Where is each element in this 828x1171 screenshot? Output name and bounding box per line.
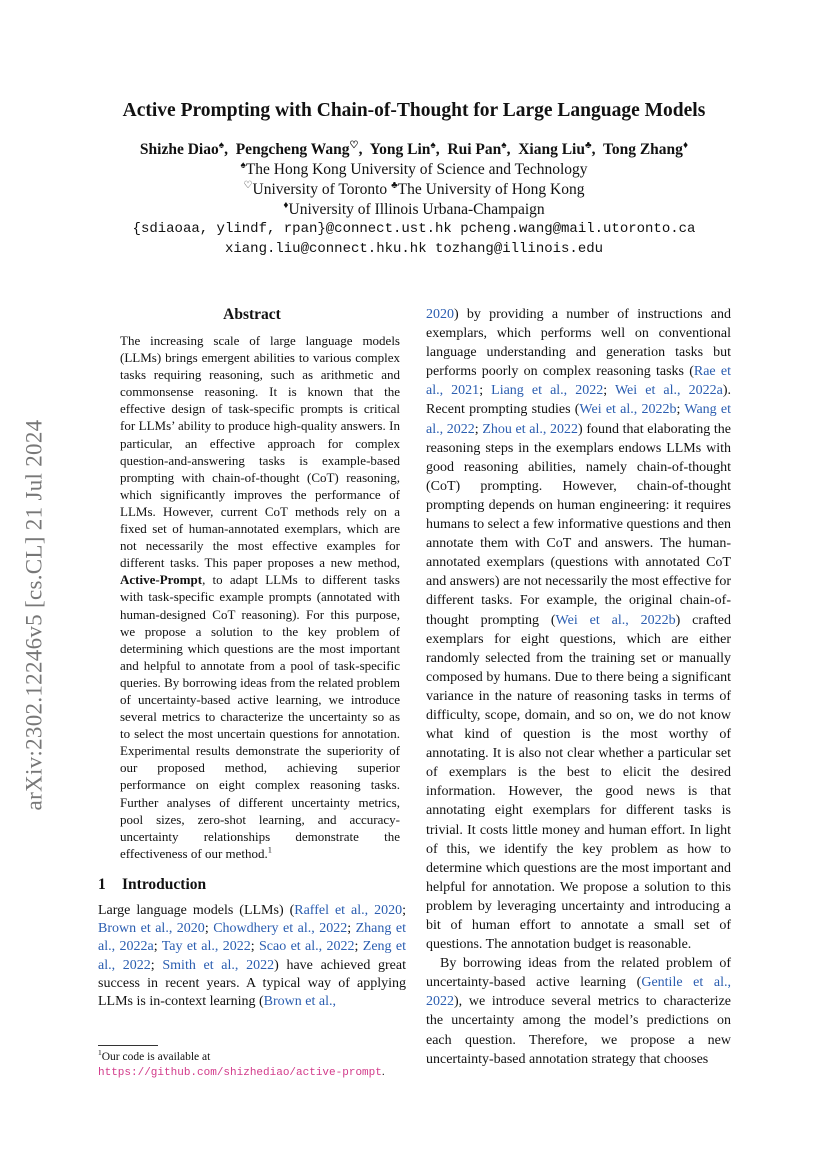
author-name: Yong Lin bbox=[369, 141, 431, 158]
author-list: Shizhe Diao♠, Pengcheng Wang♡, Yong Lin♠, Rui Pan♠, Xiang Liu♣, Tong Zhang♦ bbox=[139, 139, 689, 158]
author-emails bbox=[0, 219, 828, 259]
citation-link[interactable]: Raffel et al., 2020 bbox=[294, 902, 403, 918]
right-column bbox=[426, 305, 731, 1069]
citation-link[interactable]: Brown et al., 2020 bbox=[98, 921, 205, 937]
footnote-divider bbox=[98, 1045, 158, 1046]
affiliation-hkust: The Hong Kong University of Science and Technology bbox=[245, 161, 588, 178]
affiliation-mark: ♣ bbox=[391, 179, 398, 191]
footnote: $^1$Our code is available at https://github.com/shizhediao/active-prompt. bbox=[98, 1048, 385, 1079]
citation-link[interactable]: Smith et al., 2022 bbox=[162, 957, 275, 973]
section-number: 1 bbox=[98, 875, 106, 893]
author-name: Xiang Liu bbox=[518, 141, 585, 158]
abstract-heading: Abstract bbox=[223, 306, 281, 323]
paper-title: Active Prompting with Chain-of-Thought for Large Language Models bbox=[122, 100, 706, 121]
affiliations bbox=[0, 160, 828, 220]
affiliation-hku: The University of Hong Kong bbox=[397, 181, 585, 198]
footnote-marker: 1 bbox=[98, 1048, 102, 1058]
section-heading-introduction: 1 Introduction bbox=[98, 875, 207, 893]
affiliation-mark: ♦ bbox=[682, 139, 689, 151]
citation-link[interactable]: Wei et al., 2022b bbox=[555, 612, 676, 628]
author-name: Rui Pan bbox=[447, 141, 502, 158]
author-name: Tong Zhang bbox=[602, 141, 683, 158]
intro-paragraph: Large language models (LLMs) (Raffel et al., 2020; Brown et al., 2020; Chowdhery et al., 2022; Zhang et al., 2022a; Tay et al., 2022; Scao et al., 2022; Zeng et al., 2022; Smith et al., 2022) have achieved great success in recent years. A typical way of applying LLMs is in-context learning (Brown et al., bbox=[98, 902, 406, 1009]
abstract-text: The increasing scale of large language models (LLMs) brings emergent abilities to various complex tasks requiring reasoning, such as arithmetic and commonsense reasoning. It is known that the effective design of task-specific prompts is critical for LLMs’ ability to produce high-quality answers. In particular, an effective approach for complex question-and-answering tasks is example-based prompting with chain-of-thought (CoT) reasoning, which significantly improves the performance of LLMs. However, current CoT methods rely on a fixed set of human-annotated exemplars, which are not necessarily the most effective examples for different tasks. This paper proposes a new method, Active-Prompt, to adapt LLMs to different tasks with task-specific example prompts (annotated with human-designed CoT reasoning). For this purpose, we propose a solution to the key problem of determining which questions are the most important and helpful to annotate from a pool of task-specific queries. By borrowing ideas from the related problem of uncertainty-based active learning, we introduce several metrics to characterize the uncertainty so as to select the most uncertain questions for annotation. Experimental results demonstrate the superiority of our proposed method, achieving superior performance on eight complex reasoning tasks. Further analyses of different uncertainty metrics, pool sizes, zero-shot learning, and accuracy-uncertainty relationships demonstrate the effectiveness of our method.$^1$ bbox=[120, 333, 400, 861]
affiliation-mark: ♦ bbox=[283, 199, 289, 211]
citation-link[interactable]: Zhang et al., 2022a bbox=[98, 921, 406, 955]
code-url-link[interactable]: https://github.com/shizhediao/active-prompt bbox=[98, 1067, 382, 1079]
email-line: xiang.liu@connect.hku.hk tozhang@illinois.edu bbox=[224, 241, 604, 257]
email-line: {sdiaoaa, ylindf, rpan}@connect.ust.hk pcheng.wang@mail.utoronto.ca bbox=[132, 221, 696, 237]
affiliation-mark: ♠ bbox=[240, 159, 246, 171]
author-name: Pengcheng Wang bbox=[235, 141, 350, 158]
affiliation-mark: ♠ bbox=[430, 139, 436, 151]
affiliation-mark: ♡ bbox=[349, 139, 359, 151]
affiliation-uiuc: University of Illinois Urbana-Champaign bbox=[288, 201, 545, 218]
citation-link[interactable]: 2020 bbox=[426, 307, 454, 322]
citation-link[interactable]: Gentile et al., 2022 bbox=[426, 975, 732, 1010]
affiliation-mark: ♠ bbox=[501, 139, 507, 151]
body-paragraph: By borrowing ideas from the related problem of uncertainty-based active learning (Gentile et al., 2022), we introduce several metrics to characterize the uncertainty among the model’s predictions on each question. Therefore, we propose a new uncertainty-based annotation strategy that chooses bbox=[426, 956, 732, 1067]
affiliation-mark: ♣ bbox=[584, 139, 592, 151]
citation-link[interactable]: Wei et al., 2022b bbox=[579, 402, 677, 418]
left-column bbox=[98, 306, 406, 1011]
affiliation-mark: ♡ bbox=[243, 179, 253, 191]
citation-link[interactable]: Scao et al., 2022 bbox=[259, 939, 355, 955]
body-paragraph: 2020) by providing a number of instructions and exemplars, which performs well on conventional language understanding and generation tasks but performs poorly on complex reasoning tasks (Rae et al., 2021; Liang et al., 2022; Wei et al., 2022a). Recent prompting studies (Wei et al., 2022b; Wang et al., 2022; Zhou et al., 2022) found that elaborating the reasoning steps in the exemplars endows LLMs with good reasoning abilities, namely chain-of-thought (CoT) prompting. However, chain-of-thought prompting depends on human engineering: it requires humans to select a few informative questions and then annotate them with CoT and answers. The human-annotated exemplars (questions with annotated CoT and answers) are not necessarily the most effective for different tasks. For example, the original chain-of-thought prompting (Wei et al., 2022b) crafted exemplars for eight questions, which are either randomly selected from the training set or manually composed by humans. Due to there being a significant variance in the nature of reasoning tasks in terms of difficulty, scope, domain, and so on, we do not know what kind of question is the most worthy of annotating. It is also not clear whether a particular set of exemplars is the best to elicit the desired information. However, the good news is that annotating eight exemplars for different tasks is trivial. It costs little money and human effort. In light of this, we identify the key problem as how to determine which questions are the most important and helpful for annotation. We propose a solution to this problem by leveraging uncertainty and introducing a bit of human effort to annotate a small set of questions. The annotation budget is reasonable. bbox=[426, 307, 731, 953]
citation-link[interactable]: Zeng et al., 2022 bbox=[98, 939, 406, 973]
author-name: Shizhe Diao bbox=[139, 141, 219, 158]
affiliation-mark: ♠ bbox=[218, 139, 225, 151]
citation-link[interactable]: Brown et al., bbox=[263, 993, 336, 1009]
method-name: Active-Prompt bbox=[120, 572, 203, 588]
citation-link[interactable]: Liang et al., 2022 bbox=[491, 383, 604, 399]
arxiv-identifier: arXiv:2302.12246v5 [cs.CL] 21 Jul 2024 bbox=[21, 419, 46, 811]
citation-link[interactable]: Wei et al., 2022a bbox=[614, 383, 723, 399]
citation-link[interactable]: Wang et al., 2022 bbox=[426, 402, 731, 437]
affiliation-toronto: University of Toronto bbox=[252, 181, 388, 198]
citation-link[interactable]: Tay et al., 2022 bbox=[161, 939, 251, 955]
citation-link[interactable]: Rae et al., 2021 bbox=[426, 364, 731, 399]
citation-link[interactable]: Chowdhery et al., 2022 bbox=[213, 921, 348, 937]
citation-link[interactable]: Zhou et al., 2022 bbox=[482, 421, 579, 437]
footnote-marker: 1 bbox=[267, 844, 272, 855]
